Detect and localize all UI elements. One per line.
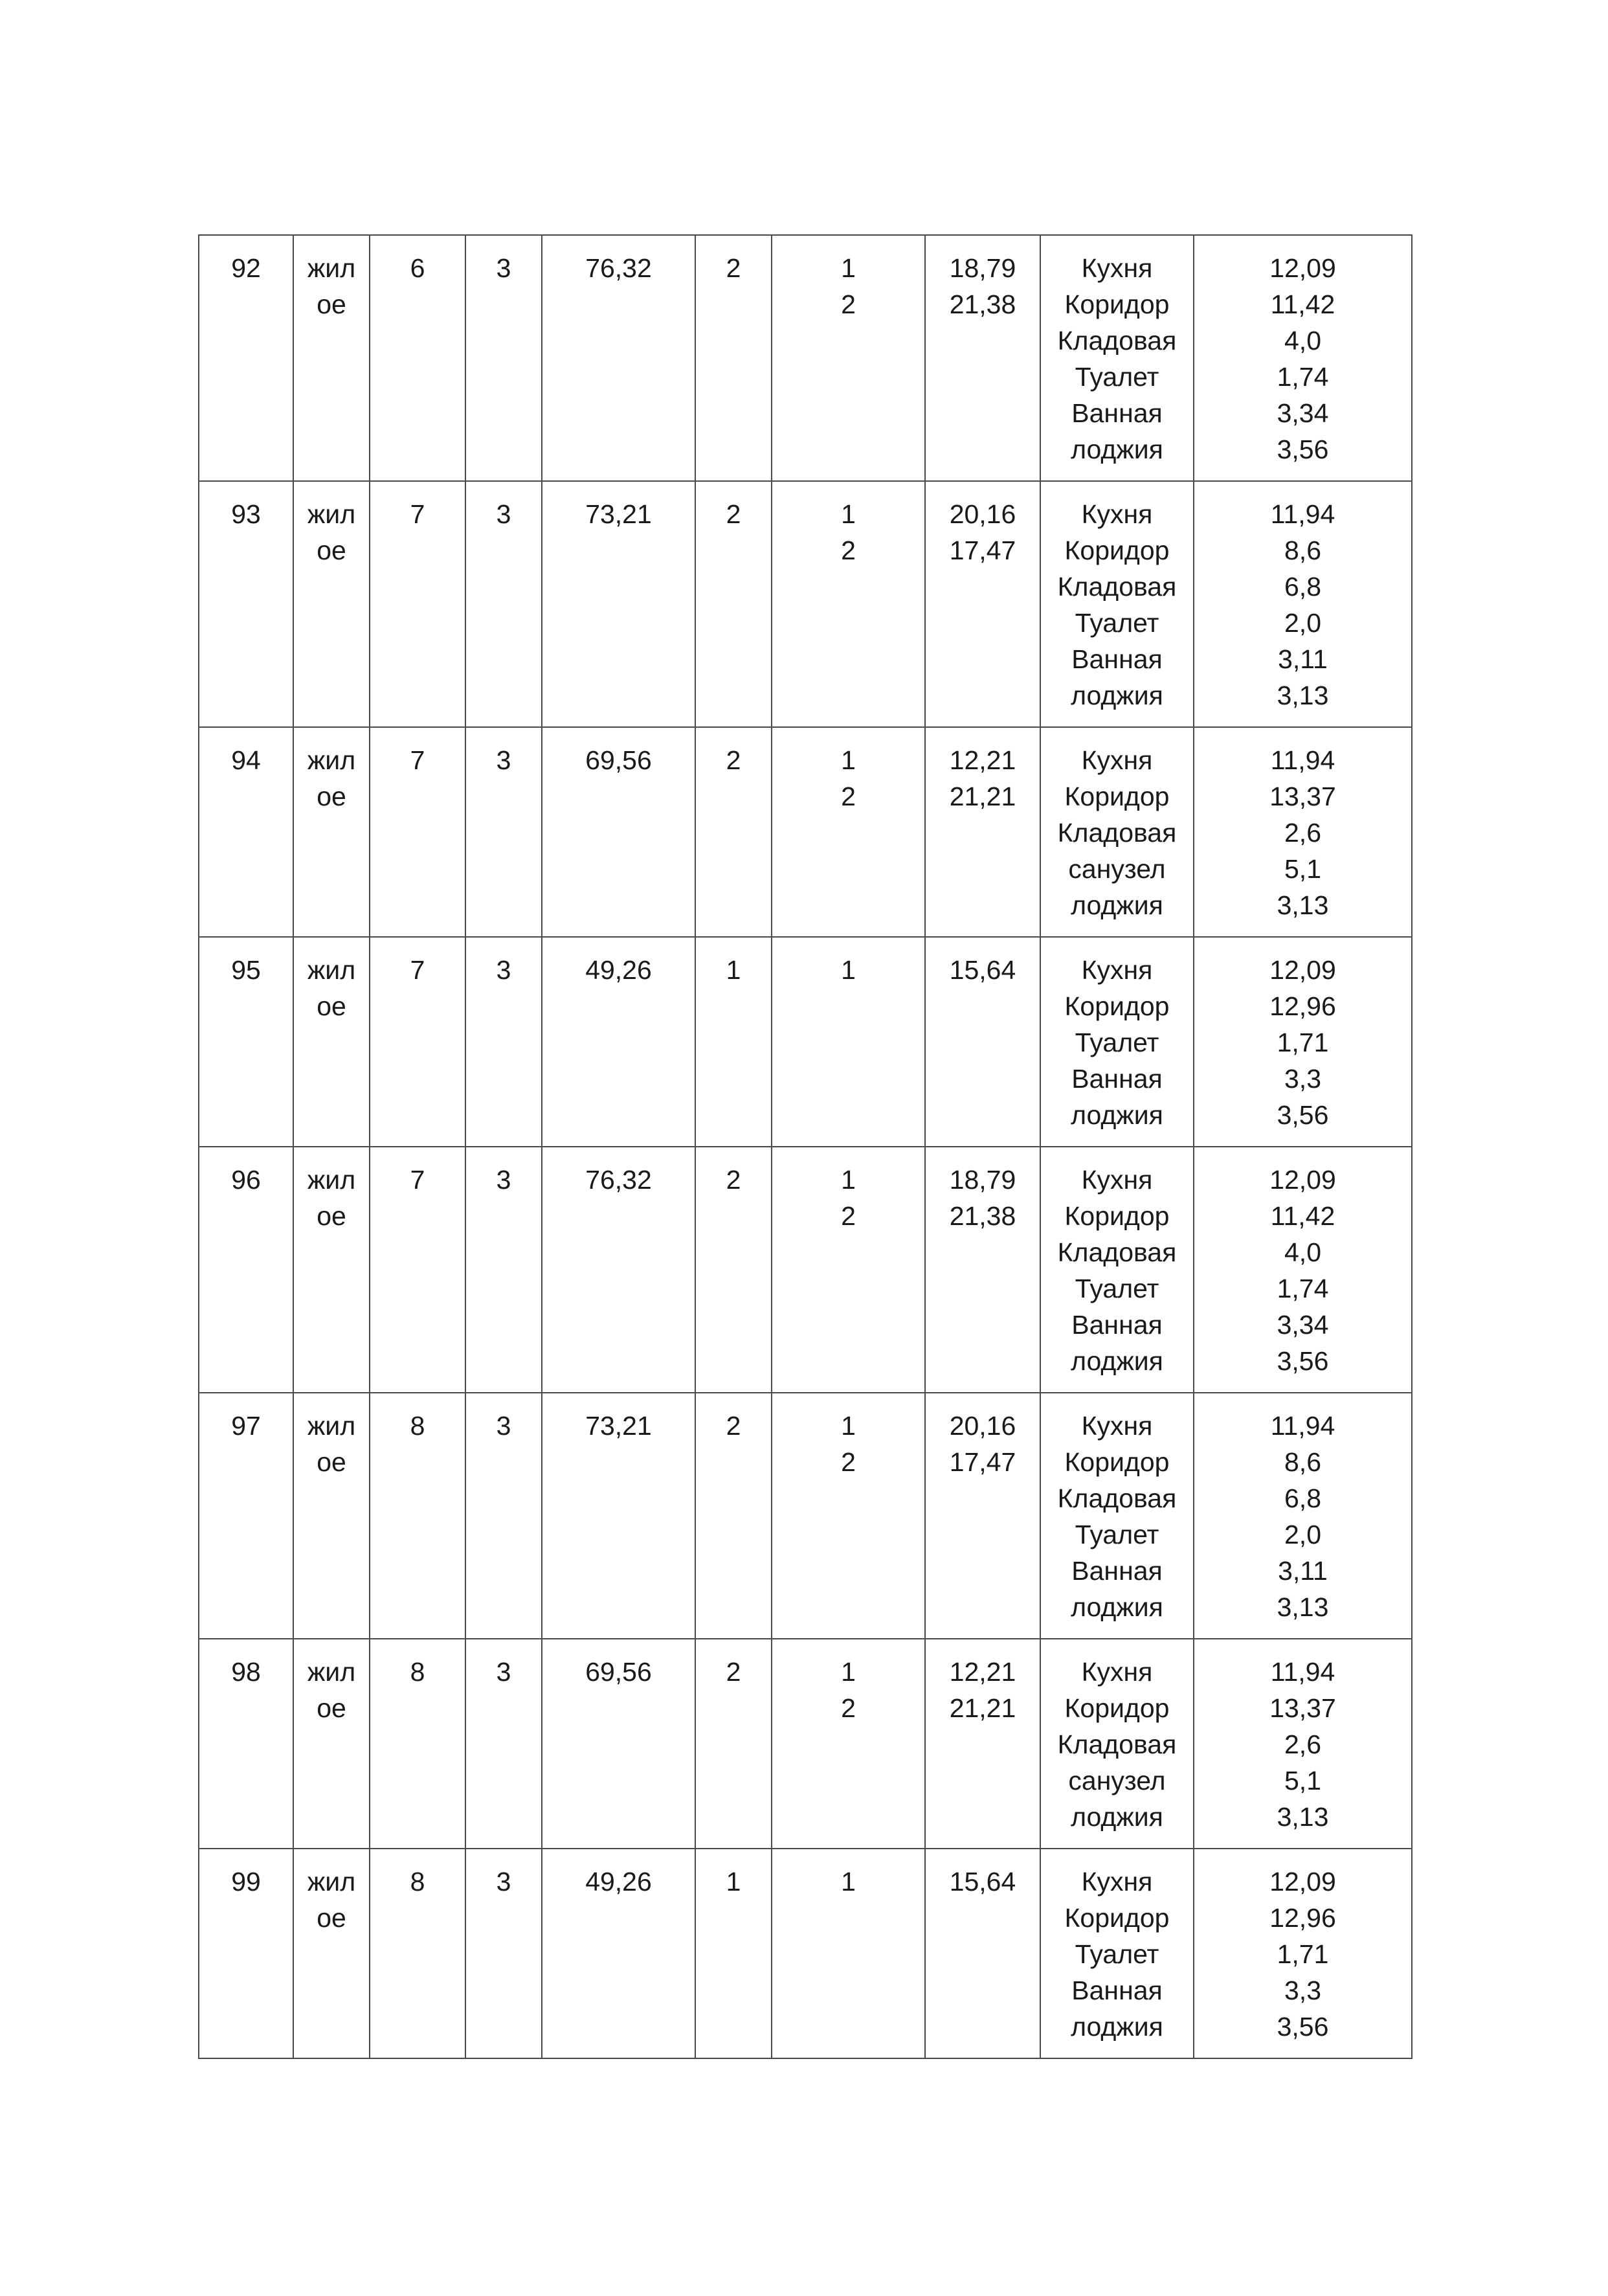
auxiliary-areas: 3,56 (1277, 1346, 1329, 1376)
premises-type-cell (293, 1849, 370, 2058)
table-row (199, 1147, 1412, 1393)
auxiliary-areas: 8,6 (1284, 535, 1321, 565)
total-area-cell (542, 235, 695, 481)
auxiliary-premises: Туалет (1075, 1520, 1159, 1549)
apartment-number: 94 (231, 745, 261, 775)
floor: 6 (410, 253, 425, 283)
premises-type: жил (307, 1867, 356, 1896)
auxiliary-areas-cell (1194, 481, 1412, 727)
total-area-cell (542, 481, 695, 727)
room-areas: 21,38 (949, 1201, 1016, 1231)
room-numbers-cell (772, 1849, 925, 2058)
auxiliary-premises-cell (1040, 1147, 1194, 1393)
floor-cell (370, 235, 465, 481)
apartment-number-cell (199, 1147, 293, 1393)
floor: 7 (410, 1165, 425, 1195)
auxiliary-premises-cell (1040, 481, 1194, 727)
auxiliary-areas: 3,56 (1277, 2012, 1329, 2042)
section: 3 (496, 745, 511, 775)
apartments-table (198, 234, 1413, 2059)
room-numbers-cell (772, 1147, 925, 1393)
auxiliary-premises: Кухня (1081, 1411, 1153, 1441)
floor: 7 (410, 499, 425, 529)
total-area: 69,56 (585, 745, 652, 775)
section: 3 (496, 1411, 511, 1441)
room-areas: 21,21 (949, 782, 1016, 811)
section-cell (465, 727, 542, 937)
auxiliary-areas: 13,37 (1269, 782, 1336, 811)
auxiliary-premises-cell (1040, 1849, 1194, 2058)
premises-type: жил (307, 745, 356, 775)
room-count: 2 (726, 1411, 741, 1441)
auxiliary-premises: Ванная (1071, 1064, 1163, 1094)
table-row (199, 1393, 1412, 1639)
room-areas-cell (925, 1639, 1040, 1849)
table-row (199, 1639, 1412, 1849)
auxiliary-premises: Коридор (1064, 1447, 1170, 1477)
room-numbers-cell (772, 235, 925, 481)
auxiliary-areas-cell (1194, 1393, 1412, 1639)
table-row (199, 727, 1412, 937)
premises-type: ое (317, 535, 346, 565)
premises-type: ое (317, 991, 346, 1021)
auxiliary-areas: 11,94 (1270, 1411, 1335, 1441)
auxiliary-premises: лоджия (1071, 681, 1163, 710)
auxiliary-premises: санузел (1068, 854, 1166, 884)
total-area: 76,32 (585, 253, 652, 283)
auxiliary-premises: Коридор (1064, 991, 1170, 1021)
room-numbers: 1 (841, 1657, 856, 1687)
premises-type-cell (293, 235, 370, 481)
premises-type: жил (307, 1411, 356, 1441)
auxiliary-premises: лоджия (1071, 890, 1163, 920)
floor: 7 (410, 745, 425, 775)
auxiliary-areas: 12,09 (1269, 1867, 1336, 1896)
room-numbers: 1 (841, 1411, 856, 1441)
room-count-cell (695, 1393, 772, 1639)
auxiliary-areas: 3,34 (1277, 1310, 1329, 1340)
room-count: 1 (726, 1867, 741, 1896)
total-area-cell (542, 1147, 695, 1393)
premises-type: жил (307, 1165, 356, 1195)
section: 3 (496, 1867, 511, 1896)
room-areas-cell (925, 1393, 1040, 1639)
premises-type: ое (317, 289, 346, 319)
auxiliary-premises: Кухня (1081, 499, 1153, 529)
auxiliary-premises: Ванная (1071, 644, 1163, 674)
auxiliary-areas: 8,6 (1284, 1447, 1321, 1477)
auxiliary-areas: 3,56 (1277, 434, 1329, 464)
room-numbers: 1 (841, 253, 856, 283)
auxiliary-premises: Туалет (1075, 608, 1159, 638)
auxiliary-premises-cell (1040, 1639, 1194, 1849)
auxiliary-areas-cell (1194, 235, 1412, 481)
floor: 8 (410, 1867, 425, 1896)
auxiliary-premises: Коридор (1064, 289, 1170, 319)
apartment-number-cell (199, 937, 293, 1147)
room-count: 2 (726, 1165, 741, 1195)
room-numbers: 1 (841, 499, 856, 529)
auxiliary-premises: Коридор (1064, 535, 1170, 565)
auxiliary-premises: Кухня (1081, 955, 1153, 985)
apartment-number-cell (199, 235, 293, 481)
auxiliary-premises: Туалет (1075, 1028, 1159, 1057)
table-body (199, 235, 1412, 2058)
apartment-number-cell (199, 1639, 293, 1849)
auxiliary-areas: 2,6 (1284, 818, 1321, 848)
auxiliary-premises: Кладовая (1057, 572, 1177, 602)
room-count-cell (695, 1147, 772, 1393)
room-areas-cell (925, 235, 1040, 481)
auxiliary-areas: 11,94 (1270, 1657, 1335, 1687)
table-row (199, 937, 1412, 1147)
auxiliary-areas: 11,42 (1270, 289, 1335, 319)
room-count: 2 (726, 253, 741, 283)
floor: 8 (410, 1411, 425, 1441)
auxiliary-premises: Ванная (1071, 1975, 1163, 2005)
premises-type: ое (317, 1447, 346, 1477)
premises-type: ое (317, 1201, 346, 1231)
floor: 7 (410, 955, 425, 985)
table-row (199, 481, 1412, 727)
total-area: 73,21 (585, 499, 652, 529)
apartment-number: 92 (231, 253, 261, 283)
section: 3 (496, 955, 511, 985)
auxiliary-premises: Кухня (1081, 253, 1153, 283)
auxiliary-areas-cell (1194, 1639, 1412, 1849)
room-areas-cell (925, 1849, 1040, 2058)
room-numbers-cell (772, 937, 925, 1147)
auxiliary-areas: 3,34 (1277, 398, 1329, 428)
room-count: 2 (726, 1657, 741, 1687)
premises-type: жил (307, 499, 356, 529)
table-row (199, 1849, 1412, 2058)
room-numbers: 1 (841, 1867, 856, 1896)
auxiliary-areas: 12,09 (1269, 1165, 1336, 1195)
floor-cell (370, 727, 465, 937)
premises-type-cell (293, 1147, 370, 1393)
premises-type-cell (293, 937, 370, 1147)
auxiliary-premises: лоджия (1071, 2012, 1163, 2042)
room-numbers-cell (772, 1393, 925, 1639)
auxiliary-areas: 2,6 (1284, 1729, 1321, 1759)
auxiliary-areas-cell (1194, 937, 1412, 1147)
auxiliary-areas: 3,56 (1277, 1100, 1329, 1130)
room-numbers: 2 (841, 1447, 856, 1477)
floor-cell (370, 1393, 465, 1639)
section-cell (465, 235, 542, 481)
premises-type: ое (317, 1903, 346, 1933)
auxiliary-areas: 4,0 (1284, 1237, 1321, 1267)
auxiliary-areas: 3,13 (1277, 1592, 1329, 1622)
apartment-number: 98 (231, 1657, 261, 1687)
total-area: 73,21 (585, 1411, 652, 1441)
total-area: 76,32 (585, 1165, 652, 1195)
floor-cell (370, 1147, 465, 1393)
premises-type: жил (307, 1657, 356, 1687)
auxiliary-areas-cell (1194, 1147, 1412, 1393)
auxiliary-areas: 3,11 (1278, 644, 1328, 674)
room-numbers: 1 (841, 955, 856, 985)
auxiliary-areas: 3,11 (1278, 1556, 1328, 1586)
section-cell (465, 937, 542, 1147)
premises-type-cell (293, 727, 370, 937)
auxiliary-areas: 12,96 (1269, 1903, 1336, 1933)
room-count-cell (695, 937, 772, 1147)
premises-type-cell (293, 1639, 370, 1849)
section-cell (465, 1393, 542, 1639)
auxiliary-premises: Коридор (1064, 1903, 1170, 1933)
room-count-cell (695, 727, 772, 937)
auxiliary-areas: 1,71 (1277, 1939, 1329, 1969)
auxiliary-premises-cell (1040, 235, 1194, 481)
auxiliary-premises: Ванная (1071, 398, 1163, 428)
room-areas-cell (925, 727, 1040, 937)
room-numbers: 1 (841, 745, 856, 775)
premises-type-cell (293, 1393, 370, 1639)
auxiliary-premises-cell (1040, 1393, 1194, 1639)
section: 3 (496, 1165, 511, 1195)
auxiliary-areas: 3,3 (1284, 1975, 1321, 2005)
apartment-number: 99 (231, 1867, 261, 1896)
room-count: 2 (726, 499, 741, 529)
floor: 8 (410, 1657, 425, 1687)
room-count: 1 (726, 955, 741, 985)
total-area: 69,56 (585, 1657, 652, 1687)
floor-cell (370, 1849, 465, 2058)
auxiliary-areas: 5,1 (1284, 854, 1321, 884)
section-cell (465, 1147, 542, 1393)
room-areas: 17,47 (949, 535, 1016, 565)
auxiliary-areas: 2,0 (1284, 1520, 1321, 1549)
section-cell (465, 1639, 542, 1849)
auxiliary-premises: Туалет (1075, 1939, 1159, 1969)
auxiliary-areas: 11,94 (1270, 745, 1335, 775)
auxiliary-premises: лоджия (1071, 1100, 1163, 1130)
auxiliary-areas: 3,13 (1277, 681, 1329, 710)
auxiliary-premises: Кладовая (1057, 1483, 1177, 1513)
auxiliary-areas: 1,74 (1277, 362, 1329, 392)
auxiliary-areas: 11,42 (1270, 1201, 1335, 1231)
room-numbers: 1 (841, 1165, 856, 1195)
auxiliary-premises: лоджия (1071, 1592, 1163, 1622)
auxiliary-areas-cell (1194, 1849, 1412, 2058)
apartment-number-cell (199, 481, 293, 727)
section: 3 (496, 1657, 511, 1687)
auxiliary-areas: 2,0 (1284, 608, 1321, 638)
auxiliary-premises: Коридор (1064, 1693, 1170, 1723)
room-count-cell (695, 235, 772, 481)
auxiliary-premises: лоджия (1071, 1346, 1163, 1376)
section: 3 (496, 499, 511, 529)
apartment-number-cell (199, 1849, 293, 2058)
room-areas: 21,38 (949, 289, 1016, 319)
auxiliary-premises: Кладовая (1057, 818, 1177, 848)
room-numbers: 2 (841, 1693, 856, 1723)
auxiliary-premises: лоджия (1071, 1802, 1163, 1832)
total-area-cell (542, 727, 695, 937)
room-areas: 12,21 (949, 1657, 1016, 1687)
auxiliary-premises: Кухня (1081, 1867, 1153, 1896)
room-areas: 20,16 (949, 499, 1016, 529)
room-count: 2 (726, 745, 741, 775)
room-numbers: 2 (841, 1201, 856, 1231)
auxiliary-areas: 3,3 (1284, 1064, 1321, 1094)
auxiliary-premises: Кладовая (1057, 326, 1177, 355)
premises-type-cell (293, 481, 370, 727)
auxiliary-areas: 12,09 (1269, 955, 1336, 985)
auxiliary-premises: Туалет (1075, 362, 1159, 392)
auxiliary-premises-cell (1040, 937, 1194, 1147)
floor-cell (370, 1639, 465, 1849)
auxiliary-premises-cell (1040, 727, 1194, 937)
table-row (199, 235, 1412, 481)
auxiliary-areas: 3,13 (1277, 1802, 1329, 1832)
auxiliary-areas: 6,8 (1284, 572, 1321, 602)
room-numbers: 2 (841, 535, 856, 565)
section: 3 (496, 253, 511, 283)
room-areas: 15,64 (949, 1867, 1016, 1896)
auxiliary-areas: 6,8 (1284, 1483, 1321, 1513)
room-numbers: 2 (841, 289, 856, 319)
room-areas: 12,21 (949, 745, 1016, 775)
auxiliary-premises: Кухня (1081, 745, 1153, 775)
room-areas-cell (925, 937, 1040, 1147)
section-cell (465, 481, 542, 727)
auxiliary-premises: Коридор (1064, 1201, 1170, 1231)
room-areas: 17,47 (949, 1447, 1016, 1477)
auxiliary-premises: санузел (1068, 1766, 1166, 1795)
room-numbers-cell (772, 727, 925, 937)
room-numbers-cell (772, 1639, 925, 1849)
room-areas: 18,79 (949, 1165, 1016, 1195)
auxiliary-areas: 5,1 (1284, 1766, 1321, 1795)
floor-cell (370, 481, 465, 727)
room-areas: 20,16 (949, 1411, 1016, 1441)
total-area-cell (542, 1639, 695, 1849)
auxiliary-premises: Кухня (1081, 1657, 1153, 1687)
auxiliary-premises: Кладовая (1057, 1729, 1177, 1759)
premises-type: ое (317, 782, 346, 811)
auxiliary-premises: Кладовая (1057, 1237, 1177, 1267)
total-area-cell (542, 1393, 695, 1639)
apartment-number-cell (199, 727, 293, 937)
auxiliary-areas: 1,71 (1277, 1028, 1329, 1057)
auxiliary-areas: 12,09 (1269, 253, 1336, 283)
total-area-cell (542, 1849, 695, 2058)
room-count-cell (695, 1639, 772, 1849)
apartment-number: 95 (231, 955, 261, 985)
total-area-cell (542, 937, 695, 1147)
auxiliary-premises: Ванная (1071, 1310, 1163, 1340)
auxiliary-areas-cell (1194, 727, 1412, 937)
apartment-number: 96 (231, 1165, 261, 1195)
premises-type: жил (307, 955, 356, 985)
room-numbers-cell (772, 481, 925, 727)
room-areas: 18,79 (949, 253, 1016, 283)
total-area: 49,26 (585, 955, 652, 985)
room-areas-cell (925, 1147, 1040, 1393)
room-numbers: 2 (841, 782, 856, 811)
auxiliary-premises: Туалет (1075, 1274, 1159, 1303)
total-area: 49,26 (585, 1867, 652, 1896)
section-cell (465, 1849, 542, 2058)
auxiliary-areas: 11,94 (1270, 499, 1335, 529)
auxiliary-premises: лоджия (1071, 434, 1163, 464)
auxiliary-areas: 13,37 (1269, 1693, 1336, 1723)
apartment-number-cell (199, 1393, 293, 1639)
auxiliary-areas: 1,74 (1277, 1274, 1329, 1303)
auxiliary-premises: Коридор (1064, 782, 1170, 811)
room-count-cell (695, 1849, 772, 2058)
auxiliary-premises: Кухня (1081, 1165, 1153, 1195)
auxiliary-areas: 4,0 (1284, 326, 1321, 355)
floor-cell (370, 937, 465, 1147)
room-count-cell (695, 481, 772, 727)
room-areas-cell (925, 481, 1040, 727)
apartment-number: 93 (231, 499, 261, 529)
auxiliary-areas: 3,13 (1277, 890, 1329, 920)
room-areas: 15,64 (949, 955, 1016, 985)
room-areas: 21,21 (949, 1693, 1016, 1723)
auxiliary-areas: 12,96 (1269, 991, 1336, 1021)
auxiliary-premises: Ванная (1071, 1556, 1163, 1586)
premises-type: жил (307, 253, 356, 283)
apartment-number: 97 (231, 1411, 261, 1441)
premises-type: ое (317, 1693, 346, 1723)
